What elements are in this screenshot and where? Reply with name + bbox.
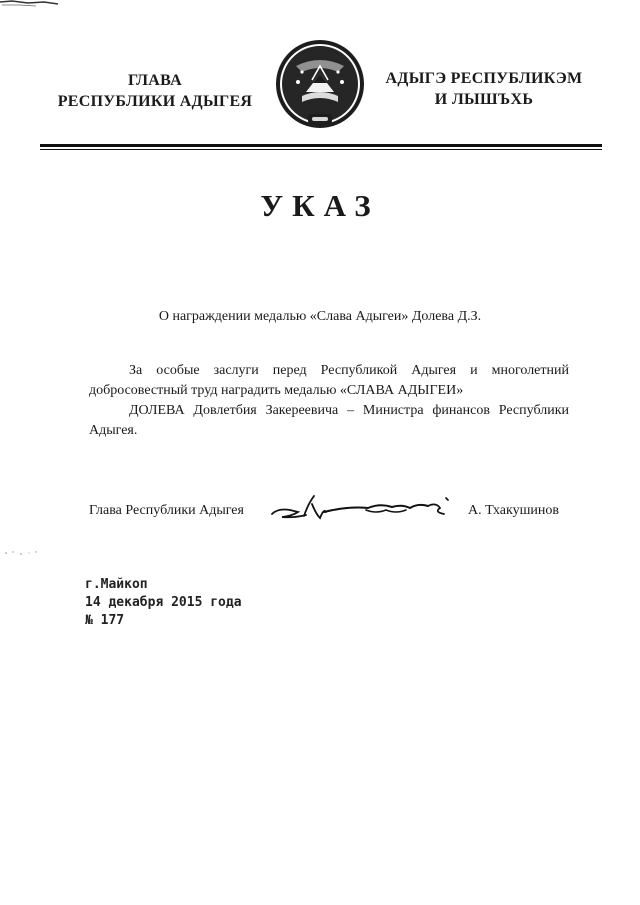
document-subject: О награждении медалью «Слава Адыгеи» Долева Д.З. (158, 309, 482, 324)
document-date: 14 декабря 2015 года (85, 595, 242, 610)
scan-dots (2, 548, 42, 558)
handwritten-signature (268, 490, 460, 526)
header-right (368, 68, 600, 110)
header-right-subtitle: И ЛЫШЪХЬ (434, 91, 534, 108)
document-title: УКАЗ (260, 188, 380, 223)
header-right-title: АДЫГЭ РЕСПУБЛИКЭМ (385, 70, 583, 87)
body-paragraph-recipient: ДОЛЕВА Довлетбия Закереевича – Министра финансов Республики Адыгея. (89, 403, 569, 438)
header-left-subtitle: РЕСПУБЛИКИ АДЫГЕЯ (57, 93, 253, 110)
scan-artifact (0, 0, 60, 8)
header-rule-thin (40, 149, 602, 150)
coat-of-arms-icon (272, 36, 368, 134)
document-meta (85, 576, 242, 630)
document-place: г.Майкоп (85, 577, 148, 592)
header-rule-thick (40, 144, 602, 147)
document-number: № 177 (85, 613, 125, 628)
signatory-name: А. Тхакушинов (468, 503, 559, 518)
document-body (89, 361, 569, 441)
header-left (40, 70, 270, 112)
header-left-title: ГЛАВА (128, 72, 182, 89)
body-paragraph-award: За особые заслуги перед Республикой Адыгея и многолетний добросовестный труд наградить медалью «СЛАВА АДЫГЕИ» (89, 363, 569, 398)
signatory-position: Глава Республики Адыгея (89, 503, 244, 518)
